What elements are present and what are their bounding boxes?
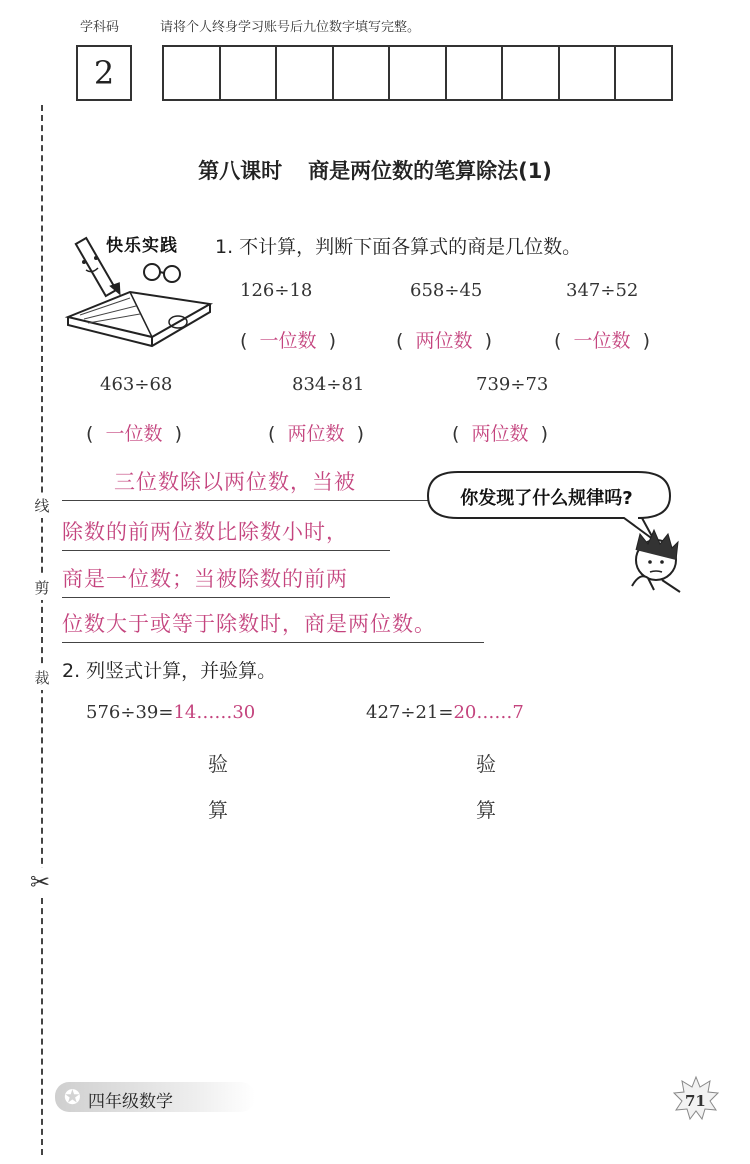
rule-line-1: 三位数除以两位数，当被 [62,466,448,501]
q1-answer-3-text: 一位数 [573,330,631,352]
footer-grade: 四年级数学 [88,1092,173,1112]
verify-label-top-1: 验 [208,752,228,776]
digit-input-4[interactable] [332,45,391,101]
scissors-icon: ✂ [30,868,51,896]
q1-answer-6-text: 两位数 [471,423,529,445]
q1-expr-1: 126÷18 [240,280,313,301]
rule-line-4: 位数大于或等于除数时，商是两位数。 [62,608,484,643]
question2-prompt: 2. 列竖式计算，并验算。 [62,660,277,682]
account-digit-boxes [162,45,673,101]
q1-answer-4: ( 一位数 ) [86,423,183,445]
q1-answer-2: ( 两位数 ) [396,330,493,352]
cut-char-cai: 裁 [30,666,54,690]
star-icon: ✪ [64,1085,81,1109]
q1-answer-5-text: 两位数 [287,423,345,445]
q2-answer-2: 20……7 [453,702,524,723]
q2-item-2 [366,702,524,723]
q1-answer-1-text: 一位数 [259,330,317,352]
q1-answer-3: ( 一位数 ) [554,330,651,352]
q1-expr-4: 463÷68 [100,374,173,395]
digit-input-5[interactable] [388,45,447,101]
digit-input-7[interactable] [501,45,560,101]
q1-answer-1: ( 一位数 ) [240,330,337,352]
lesson-title [0,155,750,185]
q1-expr-6: 739÷73 [476,374,549,395]
cut-char-jian: 剪 [30,576,54,600]
digit-input-8[interactable] [558,45,617,101]
digit-input-3[interactable] [275,45,334,101]
subject-code-box [76,45,132,101]
q2-answer-1: 14……30 [173,702,256,723]
cut-char-xian: 线 [30,494,54,518]
q1-answer-2-text: 两位数 [415,330,473,352]
account-instruction: 请将个人终身学习账号后九位数字填写完整。 [160,20,421,35]
verify-label-bottom-1: 算 [208,798,228,822]
rule-line-3: 商是一位数；当被除数的前两 [62,563,390,598]
q1-answer-4-text: 一位数 [105,423,163,445]
q1-answer-6: ( 两位数 ) [452,423,549,445]
speech-bubble-text: 你发现了什么规律吗? [460,488,633,509]
verify-label-bottom-2: 算 [476,798,496,822]
digit-input-1[interactable] [162,45,221,101]
q1-expr-5: 834÷81 [292,374,365,395]
q1-expr-2: 658÷45 [410,280,483,301]
rule-line-2: 除数的前两位数比除数小时， [62,516,390,551]
cut-line [41,105,43,1155]
subject-code-label: 学科码 [80,20,120,35]
digit-input-6[interactable] [445,45,504,101]
q1-answer-5: ( 两位数 ) [268,423,365,445]
q1-expr-3: 347÷52 [566,280,639,301]
verify-label-top-2: 验 [476,752,496,776]
lesson-topic: 商是两位数的笔算除法(1) [308,159,552,183]
section-label: 快乐实践 [104,231,180,256]
page-number: 71 [685,1092,706,1110]
digit-input-2[interactable] [219,45,278,101]
subject-code-value: 2 [93,54,115,92]
digit-input-9[interactable] [614,45,673,101]
question1-prompt: 1. 不计算，判断下面各算式的商是几位数。 [215,236,582,258]
q2-expr-2: 427÷21= [366,702,454,723]
q2-item-1 [86,702,255,723]
q2-expr-1: 576÷39= [86,702,174,723]
lesson-number: 第八课时 [198,159,283,183]
